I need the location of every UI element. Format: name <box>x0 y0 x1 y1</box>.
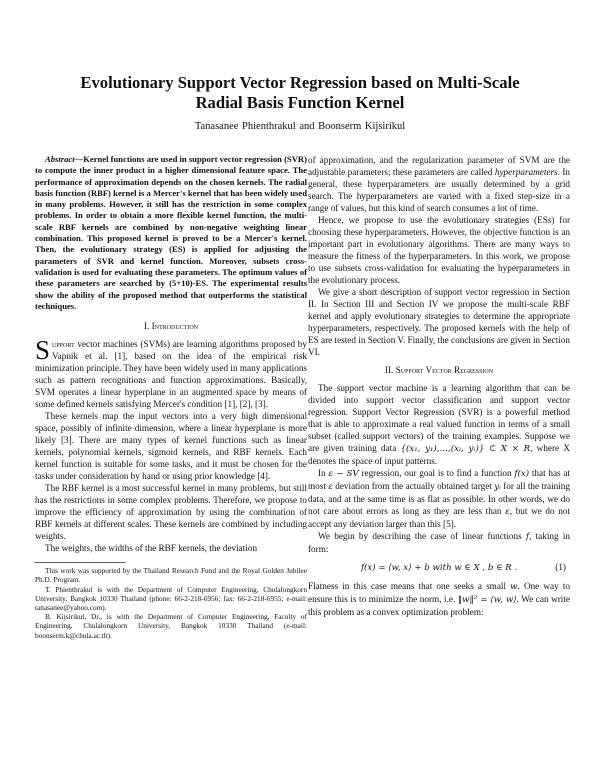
text-run: that has at most <box>308 468 571 491</box>
text-run: deviation from the actually obtained target <box>332 481 495 491</box>
intro-paragraph-7: We give a short description of support vector regression in Section II. In Section III and Section IV we propose the multi-scale RBF kernel and apply evolutionary strategies to determine the appropriate hyperparameters, respectively. The proposed kernels with the help of ES are tested in Section V. Finally, the conclusions are given in Section VI. <box>308 287 570 357</box>
fx-math: f(x) <box>514 469 530 479</box>
abstract <box>35 154 307 312</box>
intro-paragraph-1 <box>35 335 307 410</box>
text-run: In <box>318 468 329 478</box>
svr-paragraph-1 <box>308 382 570 467</box>
left-column <box>35 154 307 640</box>
text-run: , taking in form: <box>308 531 570 554</box>
training-data-math: {(x₁, y₁),…,(xₗ, yₗ)} ⊂ X × R <box>400 444 531 454</box>
intro-lead-word: upport <box>52 339 75 350</box>
text-run: . We can write this problem as a convex optimization problem: <box>308 594 570 617</box>
intro-paragraph-6: Hence, we propose to use the evolutionary strategies (ESs) for choosing these hyperparameters. However, the objective function is an important part in evolutionary algorithms. There are many ways to measure the fitness of the hyperparameters. In this work, we propose to use subsets cross-validation for evaluating the hyperparameters in the evolutionary process. <box>308 215 570 285</box>
w-math: w <box>510 582 518 592</box>
intro-paragraph-4: The weights, the widths of the RBF kernels, the deviation <box>45 543 258 554</box>
abstract-text: —Kernel functions are used in support vector regression (SVR) to compute the inner product in a higher dimensional feature space. The performance of approximation depends on the chosen kernels. The radial basis function (RBF) kernel is a Mercer's kernel that has been widely used in many problems. However, it still has the restriction in some complex problems. In order to obtain a more flexible kernel function, the multi-scale RBF kernels are combined by non-negative weighting linear combination. This proposed kernel is proved to be a Mercer's kernel. Then, the evolutionary strategy (ES) is applied for adjusting the parameters of SVR and kernel function. Moreover, subsets cross-validation is used for evaluating these parameters. The optimum values of these parameters are searched by (5+10)-ES. The experimental results show the ability of the proposed method that outperforms the statistical techniques. <box>35 154 307 311</box>
text-run: of approximation, and the regularization parameter of SVM are the adjustable parameters; these parameters are called <box>308 155 570 177</box>
text-run: , but we do not accept any deviation larger than this [5]. <box>308 506 570 529</box>
text-run: . In general, these hyperparameters are usually determined by a grid search. The hyperparameters are varied with a fixed step-size in a range of values, but this kind of search consumes a lot of time. <box>308 167 570 213</box>
right-column <box>308 154 570 618</box>
equation-1-body: f(x) = ⟨w, x⟩ + b with w ∈ X , b ∈ R . <box>360 563 518 573</box>
intro-paragraph-3: The RBF kernel is a most successful kernel in many problems, but still has the restrictions in some complex problems. Therefore, we propose to improve the efficiency of approximation by using the combination of RBF kernels at different scales. These kernels are combined by including weights. <box>35 483 307 542</box>
footnote-funding: This work was supported by the Thailand Research Fund and the Royal Golden Jubilee Ph.D. Program. <box>35 566 307 585</box>
text-run: . One way to ensure this is to minimize the norm, i.e. <box>308 581 570 604</box>
footnote-divider <box>35 562 125 563</box>
equation-1 <box>308 561 570 574</box>
text-run: regression, our goal is to find a function <box>358 468 515 478</box>
text-run: We begin by describing the case of linear functions <box>318 531 526 541</box>
title-line-2: Radial Basis Function Kernel <box>195 93 405 112</box>
svr-paragraph-3 <box>308 530 570 555</box>
abstract-lead: Abstract <box>45 154 75 164</box>
intro-paragraph-5 <box>308 154 570 214</box>
authors: Tanasanee Phienthrakul and Boonserm Kijsirikul <box>194 121 406 132</box>
section-title: Introduction <box>151 321 199 332</box>
epsilon-sv-math: ε − SV <box>328 469 359 479</box>
text-run: Flatness in this case means that one seeks a small <box>308 581 511 591</box>
section-numeral: II. <box>384 365 394 375</box>
equation-1-number: (1) <box>555 562 566 572</box>
epsilon-math: ε <box>505 507 510 517</box>
text-run: The support vector machine is a learning algorithm that can be divided into support vector classification and support vector regression. Support Vector Regression (SVR) is a powerful method that is able to approximate a real valued function in terms of a small subset (called support vectors) of the training examples. Suppose we are given training data <box>308 383 570 453</box>
svr-paragraph-2 <box>308 467 570 530</box>
title-line-1: Evolutionary Support Vector Regression based on Multi-Scale <box>80 73 520 92</box>
intro-paragraph-2: These kernels map the input vectors into a very high dimensional space, possibly of infinite dimension, where a linear hyperplane is more likely [3]. There are many types of kernel functions such as linear kernels, polynomial kernels, sigmoid kernels, and RBF kernels. Each kernel function is suitable for some tasks, and it must be chosen for the tasks under consideration by hand or using prior knowledge [4]. <box>35 411 307 482</box>
text-run: , where X denotes the space of input patterns. <box>308 443 570 466</box>
footnote-author-2: B. Kijsirikul, Dr., is with the Department of Computer Engineering, Faculty of Engineering, Chulalongkorn University, Bangkok 10330 Thailand (e-mail: boonserm.k@chula.ac.th). <box>35 612 307 640</box>
intro-p1-text: vector machines (SVMs) are learning algorithms proposed by Vapnik et al. [1], based on the idea of the empirical risk minimization principle. They have been widely used in many applications such as pattern recognitions and function approximations. Basically, SVM operates a linear hyperplane in an augmented space by means of some defined kernels satisfying Mercer's condition [1], [2], [3]. <box>35 339 307 410</box>
term-hyperparameters: hyperparameters <box>494 167 558 177</box>
section-numeral: I. <box>143 321 150 332</box>
svr-paragraph-4 <box>308 580 570 618</box>
paper-title <box>60 73 540 113</box>
section-heading-introduction <box>35 320 307 332</box>
drop-cap: S <box>35 335 51 366</box>
epsilon-math: ε <box>328 482 333 492</box>
footnote-author-1: T. Phienthrakul is with the Department of Computer Engineering, Chulalongkorn University, Bangkok 10330 Thailand (phone: 66-2-218-6956; fax: 66-2-218-6955; e-mail: tanasanee@yahoo.com). <box>35 584 307 612</box>
text-run: for all the training data, and at the same time is as flat as possible. In other words, we do not care about errors as long as they are less than <box>308 481 570 516</box>
f-math: f <box>525 532 530 542</box>
section-heading-svr <box>308 364 570 376</box>
section-title: Support Vector Regression <box>395 365 494 375</box>
norm-math: ‖w‖² = ⟨w, w⟩ <box>457 595 517 605</box>
yi-math: yᵢ <box>494 482 501 492</box>
